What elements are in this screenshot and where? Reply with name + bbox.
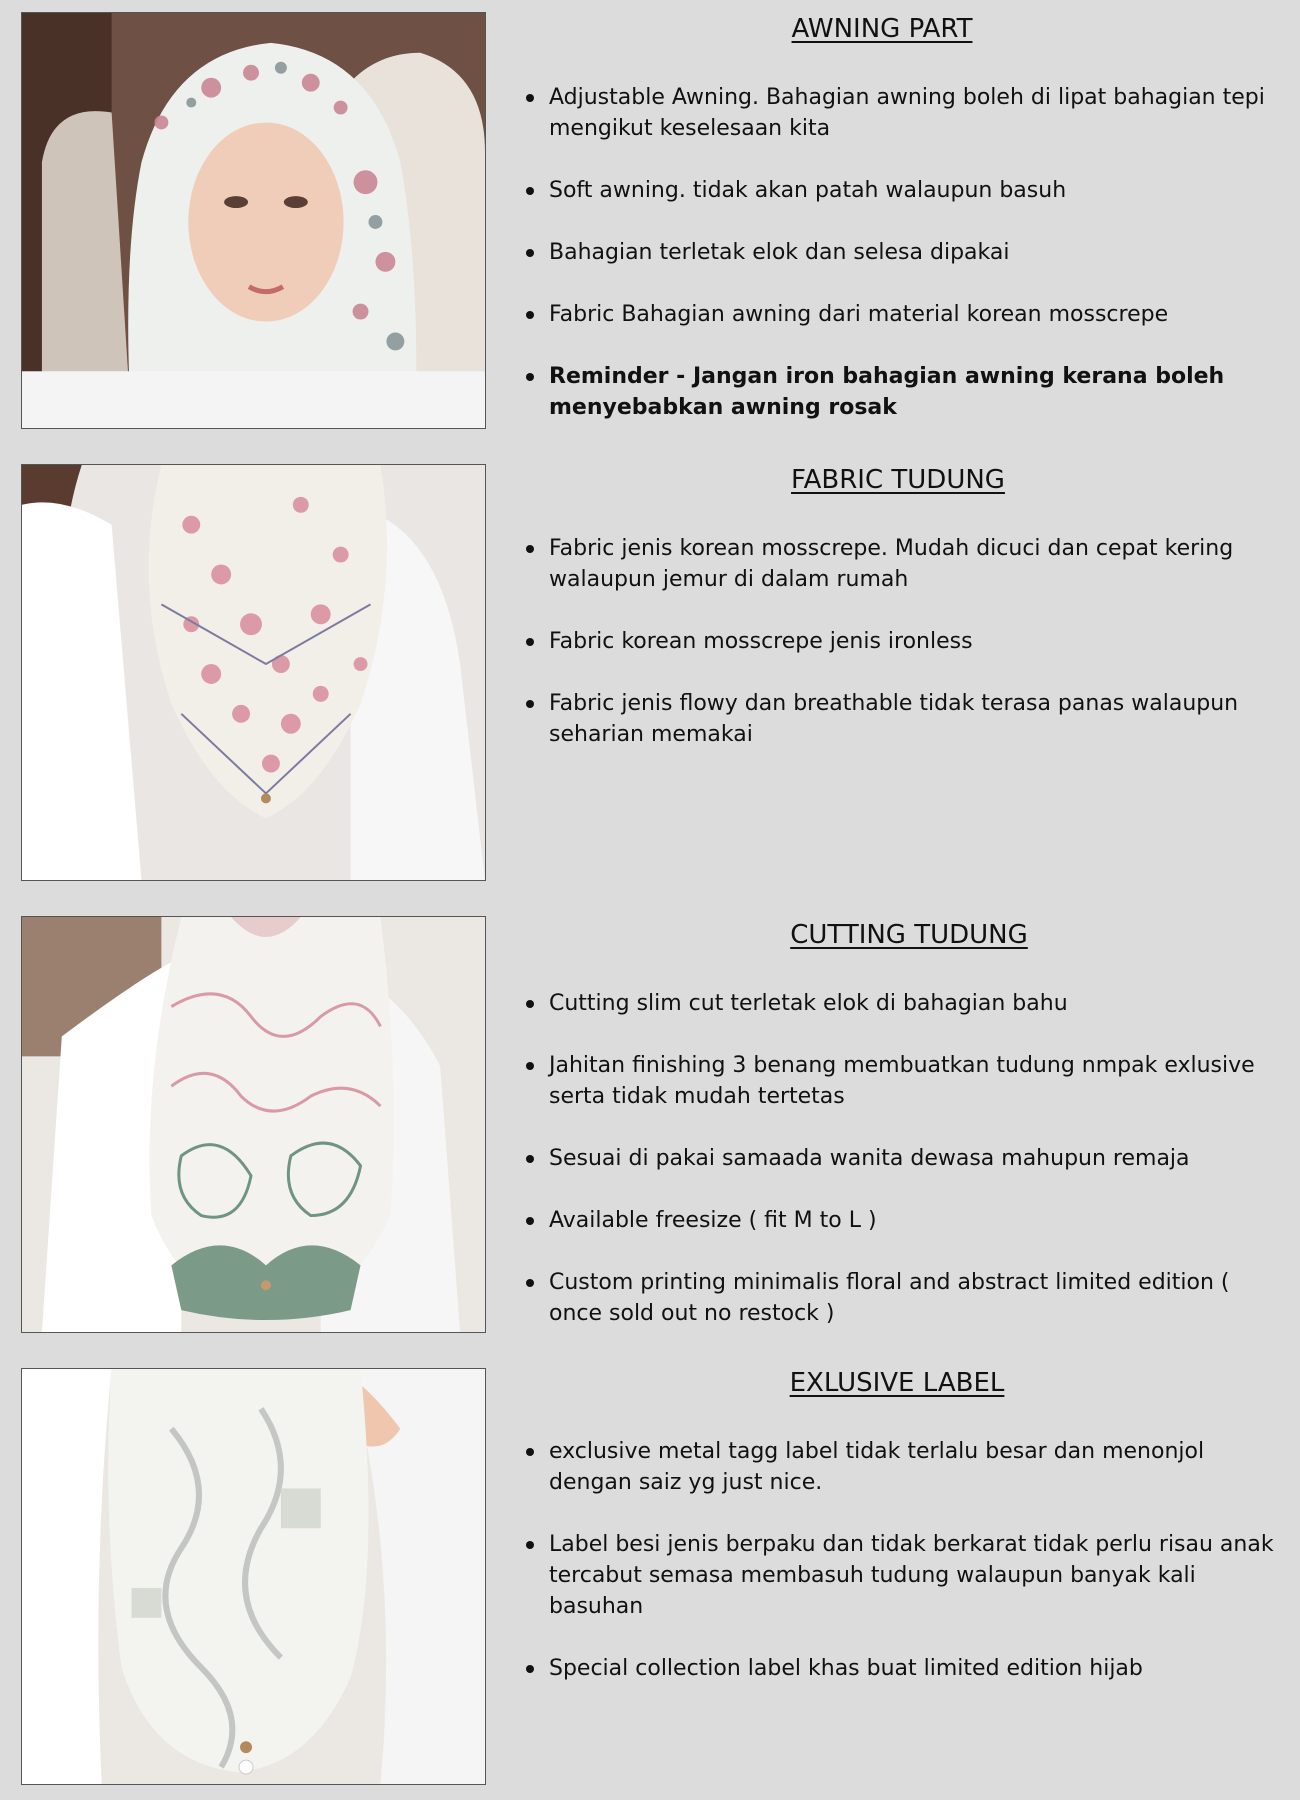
list-item: Fabric jenis korean mosscrepe. Mudah dicuci dan cepat kering walaupun jemur di dalam rumah	[510, 533, 1280, 595]
list-item: Available freesize ( fit M to L )	[510, 1205, 1280, 1236]
list-item: Label besi jenis berpaku dan tidak berkarat tidak perlu risau anak tercabut semasa membasuh tudung walaupun banyak kali basuhan	[510, 1529, 1280, 1622]
section-title: EXLUSIVE LABEL	[789, 1368, 1005, 1398]
hijab-fabric-image	[22, 465, 485, 880]
section-title: AWNING PART	[791, 14, 973, 44]
bullet-list	[510, 1436, 1280, 1715]
list-item: Fabric korean mosscrepe jenis ironless	[510, 626, 1280, 657]
list-item: Fabric Bahagian awning dari material korean mosscrepe	[510, 299, 1280, 330]
bullet-list	[510, 533, 1280, 781]
reminder-list-item: Reminder - Jangan iron bahagian awning kerana boleh menyebabkan awning rosak	[510, 361, 1280, 423]
list-item: exclusive metal tagg label tidak terlalu besar dan menonjol dengan saiz yg just nice.	[510, 1436, 1280, 1498]
product-photo-label	[21, 1368, 486, 1785]
list-item: Jahitan finishing 3 benang membuatkan tudung nmpak exlusive serta tidak mudah tertetas	[510, 1050, 1280, 1112]
bullet-list	[510, 988, 1280, 1360]
list-item: Soft awning. tidak akan patah walaupun basuh	[510, 175, 1280, 206]
bullet-list	[510, 82, 1280, 454]
list-item: Custom printing minimalis floral and abstract limited edition ( once sold out no restock )	[510, 1267, 1280, 1329]
list-item: Sesuai di pakai samaada wanita dewasa mahupun remaja	[510, 1143, 1280, 1174]
product-photo-fabric	[21, 464, 486, 881]
list-item: Cutting slim cut terletak elok di bahagian bahu	[510, 988, 1280, 1019]
section-title: FABRIC TUDUNG	[791, 465, 1005, 495]
list-item: Bahagian terletak elok dan selesa dipakai	[510, 237, 1280, 268]
hijab-label-image	[22, 1369, 485, 1784]
list-item: Fabric jenis flowy dan breathable tidak terasa panas walaupun seharian memakai	[510, 688, 1280, 750]
product-photo-awning	[21, 12, 486, 429]
list-item: Special collection label khas buat limited edition hijab	[510, 1653, 1280, 1684]
section-title: CUTTING TUDUNG	[790, 920, 1028, 950]
hijab-cutting-image	[22, 917, 485, 1332]
list-item: Adjustable Awning. Bahagian awning boleh di lipat bahagian tepi mengikut keselesaan kita	[510, 82, 1280, 144]
hijab-model-face-image	[22, 13, 485, 428]
product-photo-cutting	[21, 916, 486, 1333]
